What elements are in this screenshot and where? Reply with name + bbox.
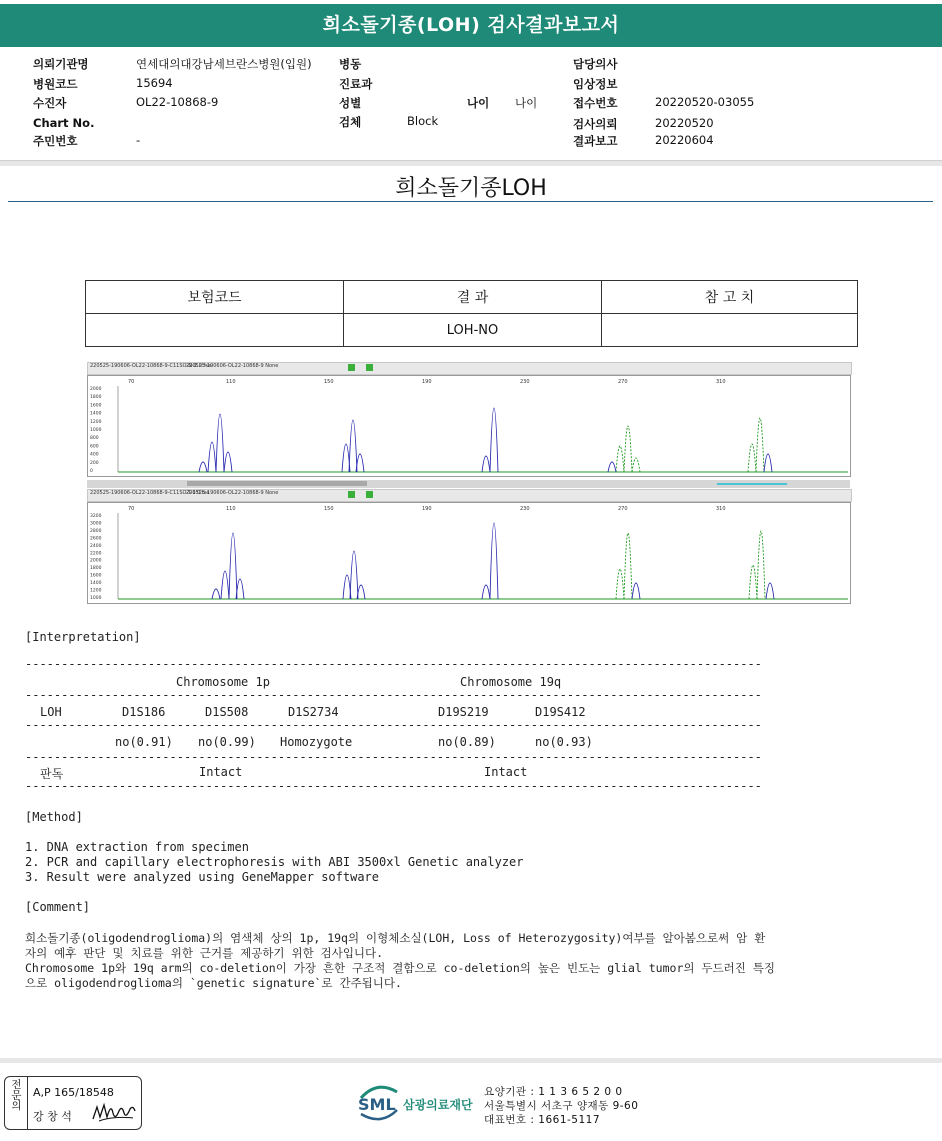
top-tick-label: 70 bbox=[128, 506, 135, 512]
marker-d1s186: D1S186 bbox=[122, 705, 166, 719]
y-tick-label: 2000 bbox=[90, 387, 102, 392]
sex-label: 성별 bbox=[339, 96, 362, 110]
y-tick-label: 3000 bbox=[90, 521, 102, 527]
judgement-19q: Intact bbox=[484, 765, 528, 779]
insurance-code-cell bbox=[86, 314, 344, 347]
y-tick-label: 400 bbox=[90, 452, 99, 458]
trace-peak bbox=[221, 571, 229, 599]
trace-peak bbox=[212, 589, 220, 599]
department-label: 진료과 bbox=[339, 77, 373, 91]
y-tick-label: 3200 bbox=[90, 514, 102, 519]
y-tick-label: 1200 bbox=[90, 588, 102, 594]
loh-row-label: LOH bbox=[40, 705, 62, 719]
top-tick-label: 190 bbox=[422, 379, 432, 385]
y-tick-label: 1600 bbox=[90, 573, 102, 579]
interpretation-heading: [Interpretation] bbox=[25, 630, 141, 644]
marker-d1s2734: D1S2734 bbox=[288, 705, 339, 719]
scrollbar-indicator bbox=[717, 483, 787, 485]
value-d19s412: no(0.93) bbox=[535, 735, 593, 749]
age-label: 나이 bbox=[467, 96, 490, 110]
result-table bbox=[85, 280, 858, 347]
value-d1s2734: Homozygote bbox=[280, 735, 353, 749]
chr19q-heading: Chromosome 19q bbox=[460, 675, 562, 689]
trace-peak bbox=[757, 531, 765, 599]
address: 서울특별시 서초구 양재동 9-60 bbox=[484, 1100, 639, 1112]
hospital-value: 연세대의대강남세브란스병원(입원) bbox=[136, 57, 312, 71]
trace-peak bbox=[632, 458, 640, 472]
y-tick-label: 1600 bbox=[90, 403, 102, 409]
y-tick-label: 1400 bbox=[90, 581, 102, 587]
institution-code: 요양기관 : 1 1 3 6 5 2 0 0 bbox=[484, 1086, 623, 1098]
method-line-3: 3. Result were analyzed using GeneMapper software bbox=[25, 870, 380, 884]
trace-peak bbox=[632, 583, 640, 599]
specimen-value: Block bbox=[407, 114, 439, 128]
value-d19s219: no(0.89) bbox=[438, 735, 496, 749]
y-tick-label: 800 bbox=[90, 436, 99, 442]
scrollbar-thumb[interactable] bbox=[187, 481, 367, 486]
result-table-row bbox=[86, 314, 858, 347]
ap-number: A,P 165/18548 bbox=[33, 1086, 114, 1099]
reference-cell bbox=[602, 314, 858, 347]
report-date-label: 결과보고 bbox=[573, 134, 618, 148]
test-title: 희소돌기종LOH bbox=[395, 176, 547, 201]
y-tick-label: 1000 bbox=[90, 428, 102, 433]
trace-peak bbox=[349, 420, 357, 472]
col-reference: 참 고 치 bbox=[602, 281, 858, 314]
trace-peak bbox=[616, 569, 624, 599]
panel2-green-button[interactable] bbox=[348, 491, 355, 498]
judgement-label: 판독 bbox=[40, 767, 64, 781]
top-tick-label: 230 bbox=[520, 506, 530, 512]
trace-peak bbox=[208, 442, 216, 472]
report-date-value: 20220604 bbox=[655, 133, 714, 147]
y-tick-label: 2600 bbox=[90, 536, 102, 542]
judgement-1p: Intact bbox=[199, 765, 243, 779]
age-value: 나이 bbox=[515, 96, 538, 110]
panel2-file: 220525-190606-OL22-10868-9-C11SO-T-1.0.fsa bbox=[90, 490, 210, 496]
y-tick-label: 0 bbox=[90, 469, 93, 474]
footer-divider bbox=[0, 1058, 942, 1063]
value-d1s186: no(0.91) bbox=[115, 735, 173, 749]
method-line-1: 1. DNA extraction from specimen bbox=[25, 840, 249, 854]
comment-heading: [Comment] bbox=[25, 900, 91, 914]
hospital-code-label: 병원코드 bbox=[33, 77, 78, 91]
panel2-toolbar bbox=[87, 489, 852, 502]
interp-rule-3: ------------------------------------------------------------------------------------------------------ bbox=[25, 718, 762, 732]
top-tick-label: 270 bbox=[618, 506, 628, 512]
doctor-label: 담당의사 bbox=[573, 57, 618, 71]
marker-d19s412: D19S412 bbox=[535, 705, 586, 719]
value-d1s508: no(0.99) bbox=[198, 735, 256, 749]
trace-peak bbox=[224, 452, 232, 472]
receipt-no-value: 20220520-03055 bbox=[655, 95, 755, 109]
col-result: 결 과 bbox=[344, 281, 602, 314]
panel1-green-button[interactable] bbox=[348, 364, 355, 371]
result-cell: LOH-NO bbox=[344, 314, 602, 347]
trace-peak bbox=[482, 585, 490, 599]
trace-peak bbox=[624, 426, 632, 472]
trace-peak bbox=[216, 414, 224, 472]
result-table-header bbox=[86, 281, 858, 314]
report-title-bar bbox=[0, 4, 942, 47]
interp-rule-2: ------------------------------------------------------------------------------------------------------ bbox=[25, 688, 762, 702]
handwritten-signature-icon bbox=[91, 1099, 137, 1125]
interp-rule-4: ------------------------------------------------------------------------------------------------------ bbox=[25, 750, 762, 764]
panel2-plot bbox=[87, 502, 851, 604]
trace-peak bbox=[764, 454, 772, 472]
sml-logo-text: SML bbox=[358, 1095, 396, 1114]
request-date-label: 검사의뢰 bbox=[573, 117, 618, 131]
marker-d19s219: D19S219 bbox=[438, 705, 489, 719]
doctor-name: 강 창 석 bbox=[33, 1110, 72, 1123]
panel1-green-button-2[interactable] bbox=[366, 364, 373, 371]
col-insurance-code: 보험코드 bbox=[86, 281, 344, 314]
interp-rule-5: ------------------------------------------------------------------------------------------------------ bbox=[25, 779, 762, 793]
chart-no-label: Chart No. bbox=[33, 116, 95, 130]
panel1-toolbar bbox=[87, 362, 852, 375]
y-tick-label: 2400 bbox=[90, 543, 102, 549]
request-date-value: 20220520 bbox=[655, 116, 714, 130]
y-tick-label: 2200 bbox=[90, 551, 102, 557]
y-tick-label: 1800 bbox=[90, 566, 102, 572]
trace-peak bbox=[490, 523, 498, 599]
y-tick-label: 600 bbox=[90, 444, 99, 450]
top-tick-label: 110 bbox=[226, 379, 236, 385]
rrn-label: 주민번호 bbox=[33, 134, 78, 148]
top-tick-label: 70 bbox=[128, 379, 135, 385]
receipt-no-label: 접수번호 bbox=[573, 96, 618, 110]
rrn-value: - bbox=[136, 133, 141, 147]
sml-logo-icon bbox=[355, 1080, 403, 1124]
examinee-label: 수진자 bbox=[33, 96, 67, 110]
examinee-value: OL22-10868-9 bbox=[136, 95, 219, 109]
header-divider bbox=[0, 160, 942, 166]
trace-peak bbox=[756, 418, 764, 472]
specialist-signature-box bbox=[4, 1076, 142, 1130]
trace-peak bbox=[482, 456, 490, 472]
y-tick-label: 1400 bbox=[90, 411, 102, 417]
top-tick-label: 310 bbox=[716, 379, 726, 385]
trace-peak bbox=[616, 446, 624, 472]
interp-rule-1: ------------------------------------------------------------------------------------------------------ bbox=[25, 657, 762, 671]
panel2-green-button-2[interactable] bbox=[366, 491, 373, 498]
marker-d1s508: D1S508 bbox=[205, 705, 249, 719]
panel1-plot bbox=[87, 375, 851, 477]
specialist-label-cell bbox=[5, 1077, 28, 1129]
trace-peak bbox=[229, 533, 237, 599]
specimen-label: 검체 bbox=[339, 115, 362, 129]
top-tick-label: 110 bbox=[226, 506, 236, 512]
trace-peak bbox=[749, 565, 757, 599]
phone-number: 대표번호 : 1661-5117 bbox=[484, 1114, 601, 1126]
trace-peak bbox=[608, 462, 616, 472]
y-tick-label: 1800 bbox=[90, 395, 102, 401]
trace-peak bbox=[490, 408, 498, 472]
y-tick-label: 1200 bbox=[90, 419, 102, 425]
top-tick-label: 190 bbox=[422, 506, 432, 512]
trace-peak bbox=[624, 533, 632, 599]
comment-line-1: 희소돌기종(oligodendroglioma)의 염색체 상의 1p, 19q의 이형체소실(LOH, Loss of Heterozygosity)여부를 알아봄으로써 암 환 bbox=[25, 931, 766, 945]
comment-line-2: 자의 예후 판단 및 치료를 위한 근거를 제공하기 위한 검사입니다. bbox=[25, 946, 384, 960]
hospital-label: 의뢰기관명 bbox=[33, 57, 89, 71]
comment-line-4: 으로 oligodendroglioma의 `genetic signature`로 간주됩니다. bbox=[25, 976, 402, 990]
y-tick-label: 200 bbox=[90, 460, 99, 466]
trace-peak bbox=[766, 583, 774, 599]
trace-peak bbox=[350, 551, 358, 599]
top-tick-label: 150 bbox=[324, 379, 334, 385]
trace-peak bbox=[199, 462, 207, 472]
chr1p-heading: Chromosome 1p bbox=[176, 675, 270, 689]
hospital-code-value: 15694 bbox=[136, 76, 173, 90]
y-tick-label: 2800 bbox=[90, 528, 102, 534]
panel2-sample: 220525-190606-OL22-10868-9 None bbox=[186, 490, 279, 496]
method-line-2: 2. PCR and capillary electrophoresis with ABI 3500xl Genetic analyzer bbox=[25, 855, 524, 869]
panel1-sample: 220525-190606-OL22-10868-9 None bbox=[186, 363, 279, 369]
specialist-label: 전문의 bbox=[10, 1079, 22, 1111]
ward-label: 병동 bbox=[339, 57, 362, 71]
y-tick-label: 1000 bbox=[90, 596, 102, 601]
foundation-name: 삼광의료재단 bbox=[403, 1098, 473, 1112]
method-heading: [Method] bbox=[25, 810, 83, 824]
panel1-file: 220525-190606-OL22-10868-9-C11SO-N-1.0.fsa bbox=[90, 363, 211, 369]
clinical-info-label: 임상정보 bbox=[573, 77, 618, 91]
panel-scrollbar[interactable] bbox=[87, 480, 850, 488]
comment-line-3: Chromosome 1p와 19q arm의 co-deletion이 가장 흔한 구조적 결함으로 co-deletion의 높은 빈도는 glial tumor의 두드러진 특징 bbox=[25, 961, 775, 975]
y-tick-label: 2000 bbox=[90, 558, 102, 564]
report-title: 희소돌기종(LOH) 검사결과보고서 bbox=[322, 14, 620, 36]
trace-peak bbox=[748, 444, 756, 472]
test-title-rule bbox=[8, 201, 933, 202]
top-tick-label: 270 bbox=[618, 379, 628, 385]
top-tick-label: 150 bbox=[324, 506, 334, 512]
top-tick-label: 230 bbox=[520, 379, 530, 385]
panel2-trace-svg bbox=[88, 503, 850, 603]
panel1-trace-svg bbox=[88, 376, 850, 476]
top-tick-label: 310 bbox=[716, 506, 726, 512]
